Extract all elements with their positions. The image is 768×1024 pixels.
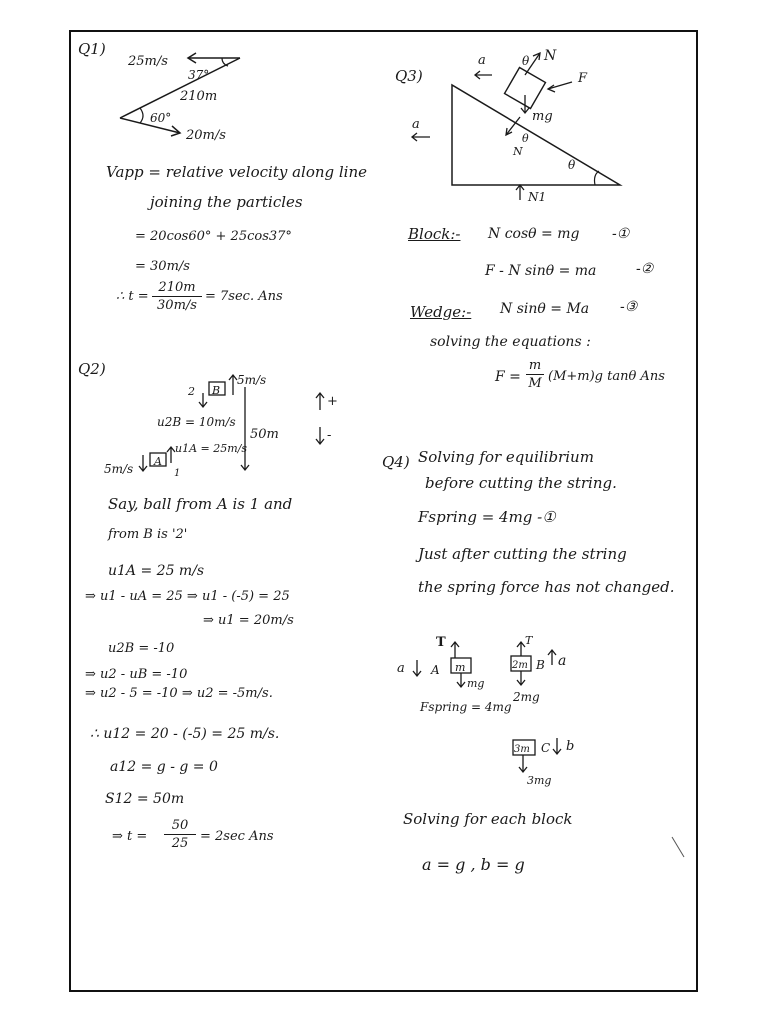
q2-fig-u2b: u2B = 10m/s <box>157 415 236 429</box>
q2-line-5: ⇒ u1 = 20m/s <box>203 613 294 628</box>
q3-eq1-no: -① <box>612 226 630 242</box>
q2-fig-va: 5m/s <box>104 462 134 476</box>
q4-line-5: the spring force has not changed. <box>418 578 675 596</box>
q3-f-arrow <box>548 82 572 89</box>
q4-fig-a: a <box>397 661 405 676</box>
q2-line-9: ∴ u12 = 20 - (-5) = 25 m/s. <box>90 726 280 742</box>
q3-eq3-no: -③ <box>620 299 638 315</box>
q1-label: Q1) <box>78 40 106 58</box>
q4-fig-t1: T <box>436 635 446 650</box>
q2-line-4: ⇒ u1 - uA = 25 ⇒ u1 - (-5) = 25 <box>85 589 290 604</box>
q3-wedge-diagram <box>400 45 630 205</box>
q3-fig-n-mid: N <box>513 145 523 158</box>
q1-fraction-num: 210m <box>158 280 196 295</box>
q2-fraction <box>164 818 196 851</box>
q1-fig-v1: 25m/s <box>128 54 168 69</box>
q1-fraction <box>152 280 202 313</box>
q3-fig-theta-top: θ <box>522 54 530 68</box>
q3-block-label: Block:- <box>408 225 461 243</box>
q1-line-2: joining the particles <box>150 193 303 211</box>
q4-line-6: Solving for each block <box>403 810 573 828</box>
q3-eq1: N cosθ = mg <box>488 226 580 242</box>
q4-fig-a2: a <box>558 653 567 669</box>
q1-line-5-post: = 7sec. Ans <box>205 289 283 304</box>
q4-fig-C: C <box>541 741 551 755</box>
q3-label: Q3) <box>395 67 423 85</box>
q4-fig-t2: T <box>525 634 533 647</box>
q4-line-2: before cutting the string. <box>425 474 617 492</box>
q3-fig-theta-mid: θ <box>522 132 529 145</box>
q3-wedge-label: Wedge:- <box>410 303 472 321</box>
q3-result-post: (M+m)g tanθ Ans <box>548 369 665 384</box>
q2-line-10: a12 = g - g = 0 <box>110 759 218 775</box>
q2-fraction-den: 25 <box>171 836 189 851</box>
q2-fig-b-num: 2 <box>188 385 195 398</box>
q3-fig-a-top: a <box>478 53 486 68</box>
q1-fraction-bar <box>152 296 202 297</box>
q1-fig-a1: 37° <box>188 68 210 82</box>
q2-fig-a: A <box>154 455 162 468</box>
q1-line-4: = 30m/s <box>135 259 190 274</box>
q3-fraction <box>526 358 544 391</box>
q4-line-1: Solving for equilibrium <box>418 448 594 466</box>
q2-label: Q2) <box>78 360 106 378</box>
q2-line-6: u2B = -10 <box>108 641 175 656</box>
q4-fig-2mg: 2mg <box>513 690 540 704</box>
q2-fig-a-num: 1 <box>174 468 181 479</box>
q2-fig-minus: - <box>327 428 332 443</box>
q1-fraction-den: 30m/s <box>157 298 197 313</box>
q4-fig-3m: 3m <box>514 744 530 755</box>
q3-fig-n: N <box>544 48 557 64</box>
q3-fig-a-left: a <box>412 117 420 132</box>
q3-fraction-num: m <box>528 358 542 373</box>
q3-n-wedge-arrow <box>506 117 520 135</box>
q2-fraction-bar <box>164 834 196 835</box>
q1-fig-v2: 20m/s <box>186 128 226 143</box>
q3-fig-mg: mg <box>532 109 553 124</box>
q3-solving: solving the equations : <box>430 334 591 350</box>
q3-angle-arc <box>595 171 600 185</box>
q2-line-8: ⇒ u2 - 5 = -10 ⇒ u2 = -5m/s. <box>85 686 273 701</box>
q2-fraction-num: 50 <box>171 818 189 833</box>
q2-line-2: from B is '2' <box>108 527 188 542</box>
q4-fig-3mg: 3mg <box>527 774 552 787</box>
q2-fig-b: B <box>212 384 221 397</box>
q2-line-7: ⇒ u2 - uB = -10 <box>85 667 188 682</box>
q4-fig-fs: Fspring = 4mg <box>420 700 512 714</box>
q3-fig-theta: θ <box>568 158 576 172</box>
q4-fig-A: A <box>431 663 440 677</box>
q4-fig-mg: mg <box>467 677 485 690</box>
q2-fig-u1a: u1A = 25m/s <box>175 442 248 455</box>
q1-line-1: Vapp = relative velocity along line <box>106 163 368 181</box>
q1-line-3: = 20cos60° + 25cos37° <box>135 229 292 244</box>
q2-line-11: S12 = 50m <box>105 791 185 807</box>
q3-fig-f: F <box>578 71 588 86</box>
q4-fig-m: m <box>455 661 466 674</box>
q1-line-5-pre: ∴ t = <box>116 289 149 304</box>
q1-angle-60 <box>140 108 143 123</box>
q3-eq3: N sinθ = Ma <box>500 301 590 317</box>
q4-line-3: Fspring = 4mg -① <box>418 508 556 526</box>
q1-fig-d: 210m <box>180 89 218 104</box>
q2-fig-plus: + <box>327 394 338 409</box>
q2-line-1: Say, ball from A is 1 and <box>108 495 293 513</box>
q4-label: Q4) <box>382 453 410 471</box>
q4-fig-b: b <box>566 739 575 754</box>
q2-fig-vb: 5m/s <box>237 373 267 387</box>
q2-line-3: u1A = 25 m/s <box>108 563 205 579</box>
q3-fraction-bar <box>526 374 544 375</box>
stray-mark <box>670 835 690 865</box>
q2-fig-h: 50m <box>250 427 279 442</box>
q2-line-12-post: = 2sec Ans <box>200 829 274 844</box>
q3-eq2: F - N sinθ = ma <box>485 263 597 279</box>
q3-eq2-no: -② <box>636 261 654 277</box>
q4-fig-2m: 2m <box>512 660 528 671</box>
q3-fig-n1: N1 <box>528 190 547 204</box>
q2-line-12-pre: ⇒ t = <box>112 829 148 844</box>
q3-fraction-den: M <box>528 376 542 391</box>
q3-result-pre: F = <box>495 369 521 385</box>
q4-fig-B: B <box>536 658 545 672</box>
q4-line-7: a = g , b = g <box>422 855 525 874</box>
q4-line-4: Just after cutting the string <box>418 545 627 563</box>
q1-fig-a2: 60° <box>150 111 172 125</box>
